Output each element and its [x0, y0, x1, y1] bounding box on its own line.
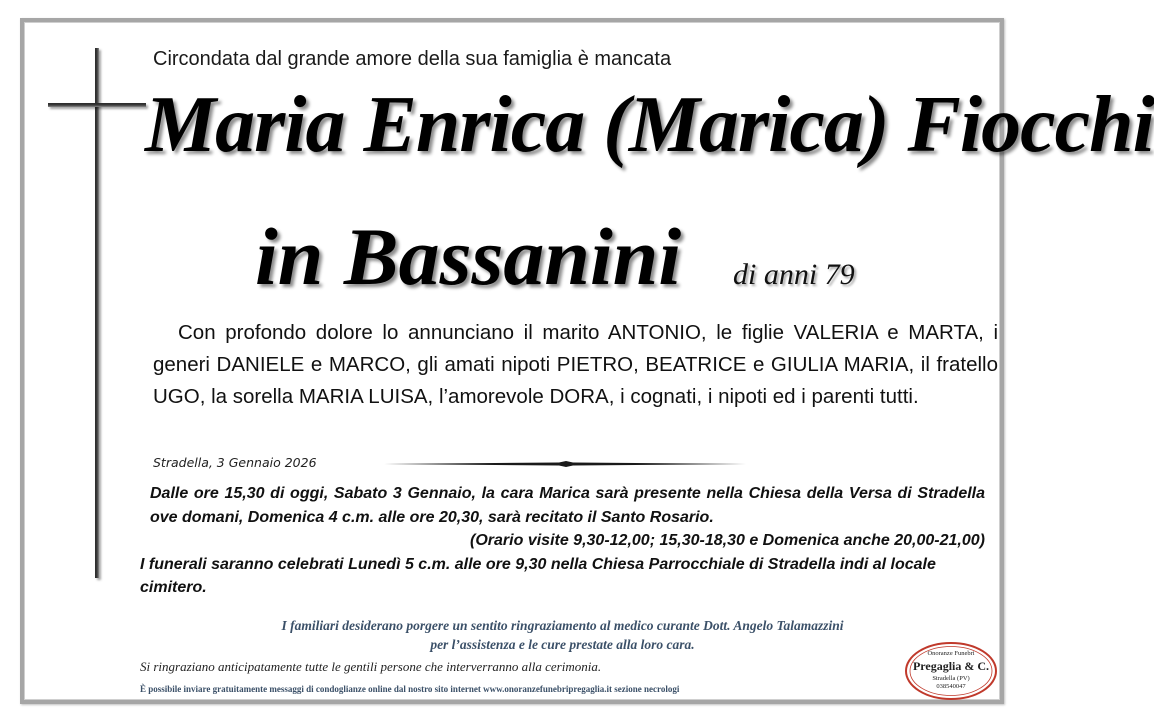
visits-text: Dalle ore 15,30 di oggi, Sabato 3 Gennaio, la cara Marica sarà presente nella Chiesa della Versa di Stradella ove domani, Domenica 4 c.m. alle ore 20,30, sarà recitato il Santo Rosario. — [150, 485, 985, 526]
cross-icon — [95, 48, 99, 578]
stamp-line1: Onoranze Funebri — [927, 650, 975, 657]
deceased-name-line2: in Bassanini — [255, 211, 682, 302]
stamp-line2: Pregaglia & C. — [912, 659, 990, 673]
doctor-thanks-line1: I familiari desiderano porgere un sentito ringraziamento al medico curante Dott. Angelo Talamazzini — [281, 618, 844, 633]
decorative-divider — [384, 461, 746, 467]
dateline: Stradella, 3 Gennaio 2026 — [153, 455, 317, 470]
stamp-line4: 038540047 — [936, 683, 966, 690]
doctor-thanks-line2: per l’assistenza e le cure prestate alla loro cara. — [430, 637, 695, 652]
age-label: di anni 79 — [733, 258, 855, 291]
stamp-line3: Stradella (PV) — [932, 675, 970, 682]
intro-text: Circondata dal grande amore della sua famiglia è mancata — [153, 48, 672, 70]
cross-bar — [48, 103, 146, 107]
visits-section — [140, 482, 985, 600]
funeral-text: I funerali saranno celebrati Lunedì 5 c.m. alle ore 9,30 nella Chiesa Parrocchiale di Stradella indi al locale cimitero. — [140, 555, 936, 596]
funeral-home-stamp — [904, 641, 998, 701]
visits-hours: (Orario visite 9,30-12,00; 15,30-18,30 e Domenica anche 20,00-21,00) — [470, 532, 985, 549]
doctor-thanks — [140, 616, 985, 654]
deceased-name-line1: Maria Enrica (Marica) Fiocchi — [145, 81, 1154, 169]
gentle-thanks: Si ringraziano anticipatamente tutte le gentili persone che interverranno alla cerimonia. — [140, 659, 602, 674]
footer-website-note: È possibile inviare gratuitamente messaggi di condoglianze online dal nostro sito internet www.onoranzefunebripregaglia.it sezione necrologi — [140, 684, 680, 694]
announcement-text: Con profondo dolore lo annunciano il marito ANTONIO, le figlie VALERIA e MARTA, i generi DANIELE e MARCO, gli amati nipoti PIETRO, BEATRICE e GIULIA MARIA, il fratello UGO, la sorella MARIA LUISA, l’amorevole DORA, i cognati, i nipoti ed i parenti tutti. — [153, 321, 998, 408]
announcement-paragraph — [153, 317, 998, 413]
